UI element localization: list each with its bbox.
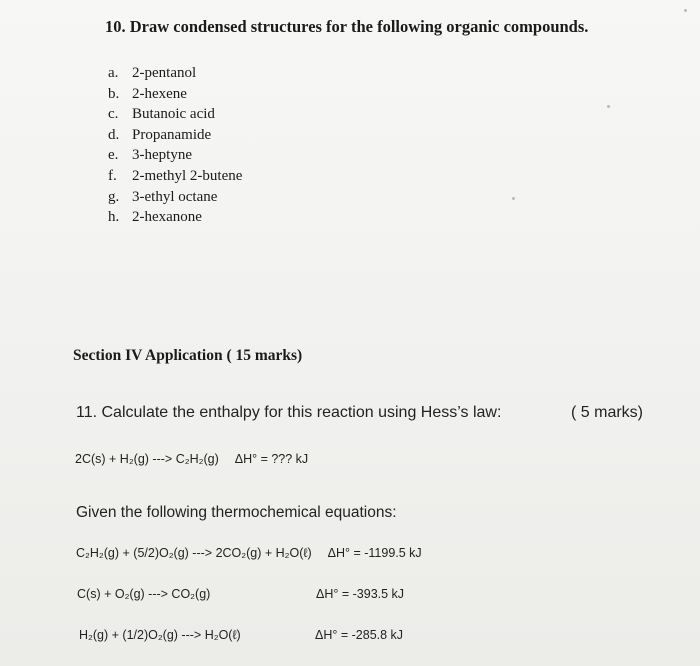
list-item: a. 2-pentanol [108,65,197,81]
thermo-equation-3-enthalpy: ΔH° = -285.8 kJ [315,628,404,642]
equation-text: C₂H₂(g) + (5/2)O₂(g) ---> 2CO₂(g) + H₂O(ℓ) [76,546,312,560]
paper-speck [684,9,687,12]
section-heading: Section IV Application ( 15 marks) [73,347,303,364]
list-item: g. 3-ethyl octane [108,188,218,205]
list-item: d. Propanamide [108,126,212,143]
list-item: b. 2-hexene [108,85,187,102]
paper-speck [512,197,515,200]
list-item: c. Butanoic acid [108,106,215,123]
target-enthalpy: ΔH° = ??? kJ [234,452,309,466]
compound-name: 2-pentanol [132,65,197,81]
compound-name: Propanamide [132,126,212,143]
list-item: f. 2-methyl 2-butene [108,167,243,184]
given-label: Given the following thermochemical equations: [76,504,397,521]
compound-name: 3-heptyne [132,147,192,164]
target-equation: 2C(s) + H₂(g) ---> C₂H₂(g) [75,452,219,466]
question-11-marks: ( 5 marks) [571,404,643,421]
compound-list [108,63,242,228]
thermo-equation-2: C(s) + O₂(g) ---> CO₂(g) [77,587,211,601]
compound-name: Butanoic acid [132,106,215,123]
compound-name: 3-ethyl octane [132,188,218,205]
equation-enthalpy: ΔH° = -1199.5 kJ [327,546,422,560]
compound-name: 2-hexanone [132,209,202,226]
list-item: e. 3-heptyne [108,147,192,164]
compound-name: 2-methyl 2-butene [132,167,243,184]
question-11-text: 11. Calculate the enthalpy for this reaction using Hess’s law: [76,404,502,421]
thermo-equation-3: H₂(g) + (1/2)O₂(g) ---> H₂O(ℓ) [79,628,241,642]
thermo-equation-1 [76,546,422,560]
paper-speck [607,105,610,108]
question-10-title: 10. Draw condensed structures for the following organic compounds. [105,17,589,36]
list-item: h. 2-hexanone [108,209,202,226]
compound-name: 2-hexene [132,85,187,102]
thermo-equation-2-enthalpy: ΔH° = -393.5 kJ [316,587,405,601]
target-reaction [75,452,308,466]
